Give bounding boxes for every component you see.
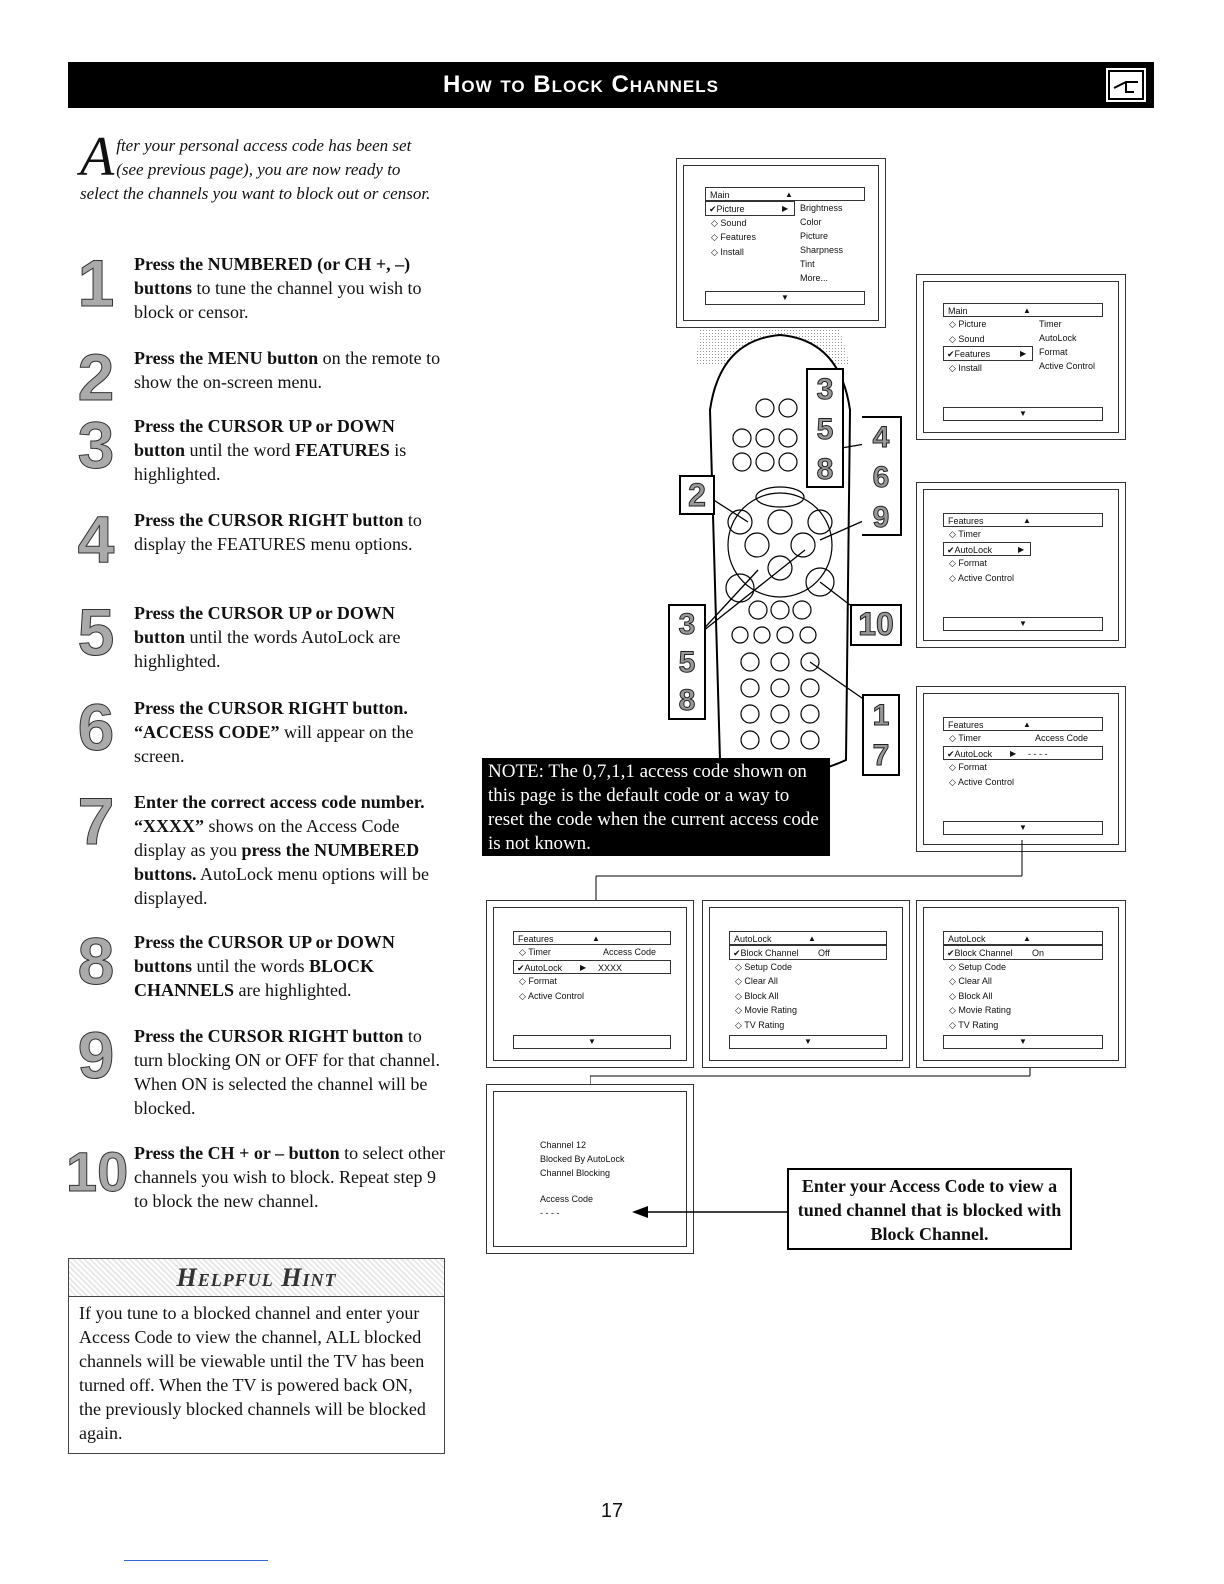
step-bold: Press the CURSOR UP or DOWN button — [134, 416, 395, 460]
title-banner — [68, 62, 1154, 108]
menu-item-install[interactable]: ◇ Install — [949, 362, 982, 373]
step-number: 2 — [77, 340, 115, 414]
menu-item-movie-rating[interactable]: ◇ Movie Rating — [949, 1005, 1011, 1015]
tag-steps-1-7 — [862, 694, 900, 776]
step-number: 5 — [77, 595, 115, 669]
menu-item-picture[interactable]: ◇ Picture — [949, 319, 987, 329]
submenu-active-control: Active Control — [1039, 361, 1096, 371]
menu-item-autolock[interactable]: ✔AutoLock ▶ XXXX — [513, 960, 671, 975]
step-bold: Press the CURSOR RIGHT button — [134, 510, 404, 530]
submenu-more: More... — [800, 273, 829, 283]
tag-3: 3 — [678, 608, 696, 641]
menu-item-active-control[interactable]: ◇ Active Control — [949, 776, 1014, 787]
step-text: to display the FEATURES menu options. — [134, 510, 422, 554]
autolock-menu-off: AutoLock ▲ ✔Block Channel Off ◇ Setup Code ◇ Clear All ◇ Block All ◇ Movie Rating ◇ TV Rating ▼ — [729, 931, 887, 1032]
scroll-down-indicator: ▼ — [705, 291, 865, 305]
menu-item-timer[interactable]: ◇ Timer — [949, 529, 981, 539]
callout-arrow — [630, 1200, 790, 1230]
step-text: until the words AutoLock are highlighted. — [134, 627, 401, 671]
step-bold: BLOCK CHANNELS — [134, 956, 375, 1000]
tv-screen-autolock-off — [702, 900, 910, 1068]
menu-item-block-all[interactable]: ◇ Block All — [735, 990, 779, 1001]
blocked-by-text: Blocked By AutoLock — [540, 1154, 625, 1164]
page-number: 17 — [600, 1500, 624, 1522]
block-channel-value: On — [1032, 948, 1045, 958]
submenu-picture: Picture — [800, 231, 829, 241]
step-4 — [66, 502, 446, 576]
menu-item-install[interactable]: ◇ Install — [711, 246, 744, 257]
menu-item-tv-rating[interactable]: ◇ TV Rating — [735, 1019, 785, 1030]
step-number: 10 — [66, 1140, 129, 1203]
tag-1: 1 — [872, 699, 890, 732]
access-code-value: - - - - — [540, 1208, 560, 1218]
step-number: 7 — [77, 784, 115, 858]
tag-5: 5 — [816, 413, 834, 446]
scroll-down-indicator: ▼ — [943, 1035, 1103, 1049]
menu-header: Features — [948, 720, 984, 730]
tag-steps-3-5-8-lower — [668, 604, 706, 720]
step-6 — [66, 690, 446, 768]
step-bold: Press the NUMBERED (or CH +, –) buttons — [134, 254, 411, 298]
step-text: on the remote to show the on-screen menu. — [134, 348, 441, 392]
features-code-entered-menu: Features ▲ ◇ Timer Access Code ✔AutoLock ▶ XXXX ◇ Format ◇ Active Control ▼ — [513, 931, 671, 1003]
scroll-down-indicator: ▼ — [513, 1035, 671, 1049]
access-code-value: - - - - — [1028, 748, 1048, 759]
tag-4: 4 — [872, 421, 890, 454]
menu-header: Main — [710, 190, 730, 200]
tag-3: 3 — [816, 373, 834, 406]
menu-item-active-control[interactable]: ◇ Active Control — [949, 572, 1014, 583]
tag-steps-4-6-9 — [862, 416, 902, 536]
step-text: until the words — [192, 956, 310, 976]
menu-item-clear-all[interactable]: ◇ Clear All — [949, 976, 992, 986]
step-text: until the word — [185, 440, 296, 460]
tag-5: 5 — [678, 646, 696, 679]
menu-item-timer[interactable]: ◇ Timer Access Code — [949, 733, 1089, 743]
step-9 — [66, 1018, 446, 1120]
menu-item-autolock[interactable]: ✔AutoLock ▶ — [943, 542, 1031, 557]
menu-item-features[interactable]: ✔Features ▶ — [943, 346, 1033, 361]
tv-screen-main-2 — [916, 274, 1126, 440]
menu-header: Main — [948, 306, 968, 316]
step-8 — [66, 924, 446, 1002]
menu-item-format[interactable]: ◇ Format — [519, 976, 557, 986]
menu-item-block-channel[interactable]: ✔Block Channel On — [943, 945, 1103, 960]
menu-header: Features — [948, 516, 984, 526]
menu-item-timer[interactable]: ◇ Timer Access Code — [519, 947, 657, 957]
step-bold: Press the MENU button — [134, 348, 319, 368]
step-number: 4 — [77, 502, 115, 576]
hint-title: Helpful Hint — [176, 1263, 337, 1292]
access-code-label: Access Code — [540, 1194, 594, 1204]
menu-item-sound[interactable]: ◇ Sound — [711, 217, 747, 228]
menu-item-features[interactable]: ◇ Features — [711, 232, 756, 242]
step-3 — [66, 408, 446, 486]
menu-item-autolock[interactable]: ✔AutoLock ▶ - - - - — [943, 746, 1103, 761]
menu-header: Features — [518, 934, 554, 944]
access-code-label: Access Code — [1035, 733, 1089, 743]
channel-number: Channel 12 — [540, 1140, 587, 1150]
channel-blocking-text: Channel Blocking — [540, 1168, 611, 1178]
intro-paragraph — [80, 126, 440, 206]
step-text: shows on the Access Code display as you — [134, 816, 400, 860]
scroll-down-indicator: ▼ — [943, 407, 1103, 421]
menu-item-sound[interactable]: ◇ Sound — [949, 333, 985, 344]
tag-steps-3-5-8 — [806, 368, 844, 488]
step-bold: press the NUMBERED buttons. — [134, 840, 420, 884]
menu-item-block-all[interactable]: ◇ Block All — [949, 990, 993, 1001]
autolock-menu-on: AutoLock ▲ ✔Block Channel On ◇ Setup Code ◇ Clear All ◇ Block All ◇ Movie Rating ◇ TV Rating ▼ — [943, 931, 1103, 1032]
features-access-code-menu: Features ▲ ◇ Timer Access Code ✔AutoLock ▶ - - - - ◇ Format ◇ Active Control ▼ — [943, 717, 1103, 789]
tag-step-2: 2 — [679, 475, 715, 515]
tag-8: 8 — [678, 684, 696, 717]
submenu-tint: Tint — [800, 259, 815, 269]
hint-body: If you tune to a blocked channel and enter your Access Code to view the channel, ALL blocked channels will be viewable until the TV has been turned off. When the TV is powered back ON, the previously blocked channels will be blocked again. — [79, 1303, 426, 1443]
helpful-hint-box — [68, 1258, 445, 1454]
menu-item-movie-rating[interactable]: ◇ Movie Rating — [735, 1005, 797, 1015]
tag-9: 9 — [872, 501, 890, 534]
access-code-value: XXXX — [598, 962, 623, 973]
menu-header: AutoLock — [734, 934, 772, 944]
step-number: 1 — [77, 246, 115, 320]
step-text: will appear on the screen. — [134, 722, 414, 766]
default-code-note: NOTE: The 0,7,1,1 access code shown on this page is the default code or a way to reset the code when the current access code is not known. — [482, 758, 830, 856]
menu-item-setup-code[interactable]: ◇ Setup Code — [949, 961, 1006, 972]
drop-cap: A — [80, 126, 115, 188]
scroll-down-indicator: ▼ — [943, 617, 1103, 631]
tv-screen-features-1 — [916, 482, 1126, 648]
tag-7: 7 — [872, 739, 890, 772]
tv-screen-main-1 — [676, 158, 886, 328]
step-text: are highlighted. — [234, 980, 352, 1000]
step-text: to tune the channel you wish to block or censor. — [134, 278, 422, 322]
step-5 — [66, 595, 446, 673]
access-code-callout: Enter your Access Code to view a tuned channel that is blocked with Block Channel. — [787, 1168, 1072, 1250]
step-number: 9 — [77, 1018, 115, 1092]
step-bold: Press the CURSOR UP or DOWN button — [134, 603, 395, 647]
menu-item-format[interactable]: ◇ Format — [949, 762, 987, 772]
scroll-down-indicator: ▼ — [943, 821, 1103, 835]
step-text: to turn blocking ON or OFF for that channel. When ON is selected the channel will be blocked. — [134, 1026, 440, 1118]
step-number: 6 — [77, 690, 115, 764]
access-code-label: Access Code — [603, 947, 657, 957]
step-7 — [66, 784, 446, 910]
main-menu-features: Main ▲ ◇ Picture ◇ Sound ✔Features ▶ ◇ Install Timer AutoLock Format Active Control ▼ — [943, 303, 1103, 375]
footer-rule — [124, 1560, 268, 1561]
menu-header: AutoLock — [948, 934, 986, 944]
step-text: to select other channels you wish to block. Repeat step 9 to block the new channel. — [134, 1143, 446, 1211]
step-bold: Press the CURSOR UP or DOWN buttons — [134, 932, 395, 976]
step-number: 3 — [77, 408, 115, 482]
tv-screen-autolock-on — [916, 900, 1126, 1068]
submenu-brightness: Brightness — [800, 203, 843, 213]
pointing-hand-icon — [1104, 66, 1148, 104]
submenu-color: Color — [800, 217, 822, 227]
submenu-format: Format — [1039, 347, 1068, 357]
submenu-sharpness: Sharpness — [800, 245, 844, 255]
features-menu: Features ▲ ◇ Timer ✔AutoLock ▶ ◇ Format ◇ Active Control ▼ — [943, 513, 1103, 585]
menu-item-active-control[interactable]: ◇ Active Control — [519, 990, 584, 1001]
scroll-down-indicator: ▼ — [729, 1035, 887, 1049]
step-number: 8 — [77, 924, 115, 998]
menu-item-picture[interactable]: ✔Picture ▶ — [705, 201, 795, 216]
tag-6: 6 — [872, 461, 890, 494]
step-bold: Press the CURSOR RIGHT button. “ACCESS CODE” — [134, 698, 408, 742]
menu-item-clear-all[interactable]: ◇ Clear All — [735, 976, 778, 986]
step-bold: FEATURES — [295, 440, 390, 460]
tag-step-10: 10 — [850, 604, 902, 646]
step-bold: Enter the correct access code number. “XXXX” — [134, 792, 425, 836]
tag-8: 8 — [816, 453, 834, 486]
block-channel-value: Off — [818, 948, 830, 958]
step-10 — [66, 1141, 446, 1213]
submenu-autolock: AutoLock — [1039, 333, 1077, 343]
intro-text: fter your personal access code has been set (see previous page), you are now ready to select the channels you want to block out or censor. — [80, 136, 431, 203]
main-menu: Main ▲ ✔Picture ▶ ◇ Sound ◇ Features ◇ Install Brightness Color Picture Sharpness Tint More... ▼ — [705, 187, 865, 259]
menu-item-block-channel[interactable]: ✔Block Channel Off — [729, 945, 887, 960]
page-title: How to Block Channels — [443, 71, 719, 98]
step-text: is highlighted. — [134, 440, 407, 484]
menu-item-format[interactable]: ◇ Format — [949, 558, 987, 568]
step-bold: Press the CH + or – button — [134, 1143, 340, 1163]
blocked-channel-message — [540, 1138, 625, 1220]
step-2 — [66, 340, 446, 414]
tv-screen-features-3 — [486, 900, 694, 1068]
menu-item-setup-code[interactable]: ◇ Setup Code — [735, 961, 792, 972]
step-1 — [66, 246, 446, 324]
step-bold: Press the CURSOR RIGHT button — [134, 1026, 404, 1046]
step-text: AutoLock menu options will be displayed. — [134, 864, 430, 908]
submenu-timer: Timer — [1039, 319, 1062, 329]
tv-screen-features-2 — [916, 686, 1126, 852]
menu-item-tv-rating[interactable]: ◇ TV Rating — [949, 1019, 999, 1030]
